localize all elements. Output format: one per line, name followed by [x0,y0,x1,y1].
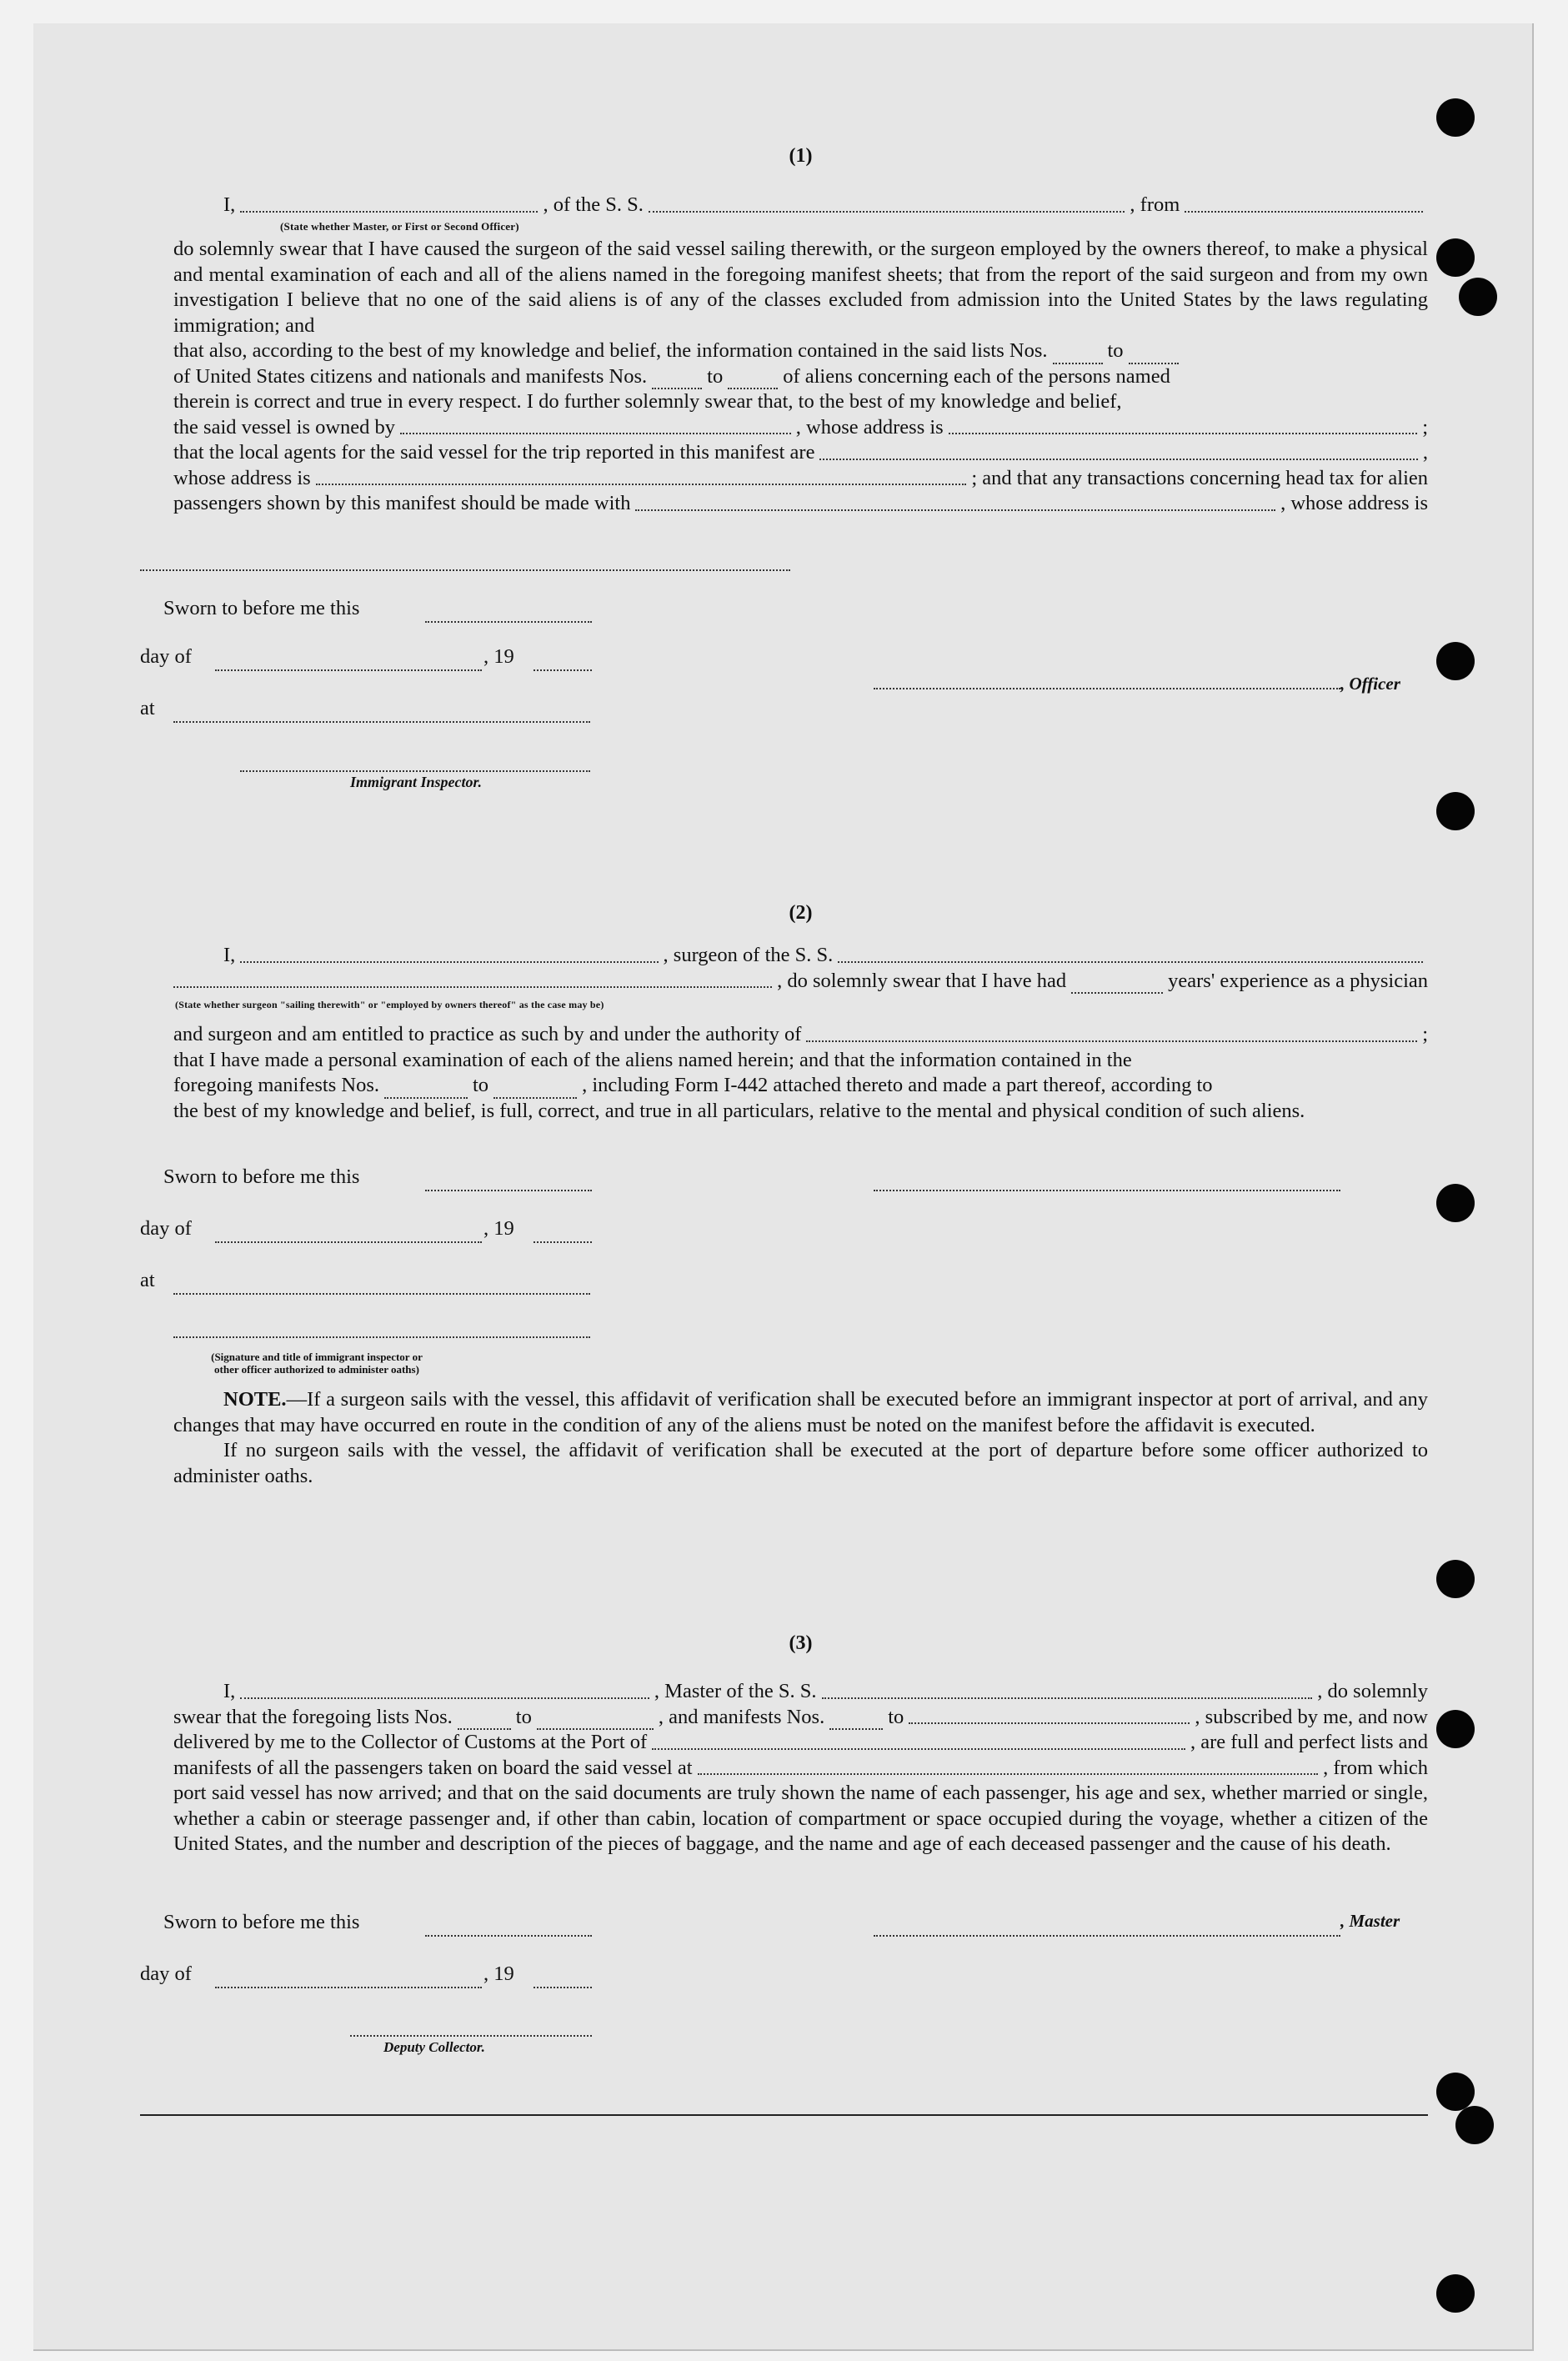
text: , whose address is [1280,492,1428,514]
place-field[interactable] [173,1292,590,1295]
collector-label: Deputy Collector. [383,2039,485,2055]
at-label: at [140,697,155,719]
agents-address-field[interactable] [316,483,967,485]
surgeon-status-field[interactable] [173,985,772,988]
inspector-label: Immigrant Inspector. [350,774,483,790]
punch-hole [1436,1710,1475,1748]
manifests-line [173,364,1428,390]
text: that also, according to the best of my knowledge and belief, the information contained in the said lists Nos. [173,339,1048,362]
declaration-text: port said vessel has now arrived; and that on the said documents are truly shown the name of each passenger, his age and sex, whether married or single, whether a cabin or steerage passenger and, if other than cabin, location of compartment or space occupied during the voyage, whether a citizen of the United States, and the number and description of the pieces of baggage, and the name and age of each deceased passenger and the cause of his death. [173,1782,1428,1855]
officer-signature-field[interactable] [173,1336,590,1338]
text: , are full and perfect lists and [1190,1731,1428,1753]
section1-master-line [173,193,1428,218]
boarding-port-field[interactable] [698,1772,1319,1775]
note-text: —If a surgeon sails with the vessel, this affidavit of verification shall be executed before an immigrant inspector at port of arrival, and any changes that may have occurred en route in the condition of any of the aliens must be noted on the manifest before the affidavit is executed. [173,1388,1428,1436]
owner-address-field[interactable] [949,432,1417,434]
day-of-label: day of [140,1962,192,1985]
text: , and manifests Nos. [658,1705,825,1728]
text: , from which [1323,1756,1428,1779]
text: , Master of the S. S. [654,1680,817,1702]
port-field[interactable] [652,1747,1185,1750]
text: that the local agents for the said vessel for the trip reported in this manifest are [173,441,815,464]
text: I, [223,944,236,966]
text: , [1422,441,1428,464]
further-oath: therein is correct and true in every respect. I do further solemnly swear that, to the best of my knowledge and belief, [173,390,1122,413]
departure-port-field[interactable] [1185,210,1423,213]
text: whose address is [173,466,311,489]
text: passengers shown by this manifest should be made with [173,492,631,514]
inspector-signature-field[interactable] [240,769,590,772]
text: of aliens concerning each of the persons named [783,364,1170,388]
agents-line [173,440,1428,466]
text: ; and that any transactions concerning head tax for alien [971,466,1428,489]
month-field[interactable] [215,669,482,671]
punch-hole [1436,642,1475,680]
sworn-day-field[interactable] [425,620,592,623]
master-label: , Master [1340,1911,1400,1931]
text: manifests of all the passengers taken on board the said vessel at [173,1756,693,1779]
owner-field[interactable] [400,432,791,434]
field-caption: (State whether Master, or First or Second Officer) [280,220,519,233]
lists-line [173,338,1428,364]
label-from: , from [1130,193,1180,216]
sworn-day-field[interactable] [425,1189,592,1191]
label-of-ss: , of the S. S. [543,193,644,216]
year-prefix: , 19 [483,645,514,668]
punch-hole [1436,792,1475,830]
punch-hole [1436,98,1475,137]
ship-name-field[interactable] [822,1697,1313,1699]
field-caption: (State whether surgeon "sailing therewith" or "employed by owners thereof" as the case may be) [175,999,604,1010]
master-name-field[interactable] [240,1697,649,1699]
punch-hole [1455,2106,1494,2144]
text: to [473,1074,489,1096]
text: to [1107,339,1124,362]
day-of-label: day of [140,645,192,668]
note-block [173,1387,1428,1489]
text: , subscribed by me, and now [1195,1705,1428,1728]
sworn-label: Sworn to before me this [163,1165,360,1188]
punch-hole [1436,238,1475,277]
surgeon-line [173,943,1428,994]
month-field[interactable] [215,1986,482,1988]
punch-hole [1436,2274,1475,2313]
text: , do solemnly swear that I have had [777,969,1067,992]
year-prefix: , 19 [483,1217,514,1240]
manifests-to-field[interactable] [909,1722,1190,1724]
text: years' experience as a physician [1168,969,1428,992]
punch-hole [1436,1560,1475,1598]
text: to [707,364,724,388]
text: to [888,1705,904,1728]
text: of United States citizens and nationals and manifests Nos. [173,364,648,388]
surgeon-name-field[interactable] [240,960,658,963]
section-number: (2) [789,902,813,924]
text: , including Form I-442 attached thereto and made a part thereof, according to [582,1074,1213,1096]
punch-hole [1436,1184,1475,1222]
text: to [515,1705,532,1728]
sworn-label: Sworn to before me this [163,597,360,619]
oath-paragraph: do solemnly swear that I have caused the surgeon of the said vessel sailing therewith, or the surgeon employed by the owners thereof, to make a physical and mental examination of each and all of the aliens named in the foregoing manifest sheets; that from the report of the said surgeon and from my own investigation I believe that no one of the said aliens is of any of the classes excluded from admission into the United States by the laws regulating immigration; and [173,238,1428,337]
text: foregoing manifests Nos. [173,1074,379,1096]
bottom-rule [140,2114,1428,2116]
agents-address-line [173,466,1428,492]
punch-hole [1459,278,1497,316]
text: the said vessel is owned by [173,415,396,439]
text: and surgeon and am entitled to practice as such by and under the authority of [173,1023,802,1045]
section1-body [173,237,1428,517]
month-field[interactable] [215,1241,482,1243]
surgeon-signature-field[interactable] [874,1189,1340,1191]
year-field[interactable] [534,1986,592,1988]
text: ; [1422,415,1428,439]
label-i: I, [223,193,236,216]
year-field[interactable] [534,669,592,671]
officer-signature-field[interactable] [874,687,1340,689]
text: swear that the foregoing lists Nos. [173,1705,453,1728]
manifest-affidavit-sheet [33,23,1534,2351]
text: delivered by me to the Collector of Customs at the Port of [173,1731,648,1753]
at-label: at [140,1269,155,1291]
head-tax-line [173,491,1428,517]
years-field[interactable] [1071,991,1163,994]
surgeon-ship-field[interactable] [838,960,1423,963]
local-agents-field[interactable] [819,458,1417,460]
text: , whose address is [795,415,944,439]
day-of-label: day of [140,1217,192,1240]
text: I, [223,1680,236,1702]
text: , surgeon of the S. S. [663,944,834,966]
sworn-day-field[interactable] [425,1934,592,1937]
note-text: If no surgeon sails with the vessel, the affidavit of verification shall be executed at the port of departure before some officer authorized to administer oaths. [173,1439,1428,1487]
place-field[interactable] [173,720,590,723]
ship-name-field[interactable] [649,210,1125,213]
section3-body [173,1679,1428,1857]
manifests-from-field[interactable] [829,1727,883,1730]
year-prefix: , 19 [483,1962,514,1985]
section2-body [173,1022,1428,1124]
note-label: NOTE. [223,1388,287,1411]
head-tax-contact-field[interactable] [635,509,1275,511]
officer-name-field[interactable] [240,210,538,213]
collector-signature-field[interactable] [350,2034,592,2037]
text: ; [1422,1023,1428,1045]
officer-label: , Officer [1340,674,1400,694]
authority-field[interactable] [806,1040,1417,1042]
master-signature-field[interactable] [874,1934,1340,1937]
signature-caption: (Signature and title of immigrant inspector or other officer authorized to administer oaths) [211,1351,423,1376]
examination-text: that I have made a personal examination of each of the aliens named herein; and that the information contained in the [173,1048,1132,1071]
text: , do solemnly [1317,1680,1428,1702]
section-number: (3) [789,1632,813,1654]
address-continuation-field[interactable] [140,569,790,571]
year-field[interactable] [534,1241,592,1243]
punch-hole [1436,2073,1475,2111]
owner-line [173,415,1428,441]
condition-text: the best of my knowledge and belief, is full, correct, and true in all particulars, relative to the mental and physical condition of such aliens. [173,1099,1305,1122]
sworn-label: Sworn to before me this [163,1911,360,1933]
section-number: (1) [789,145,813,167]
